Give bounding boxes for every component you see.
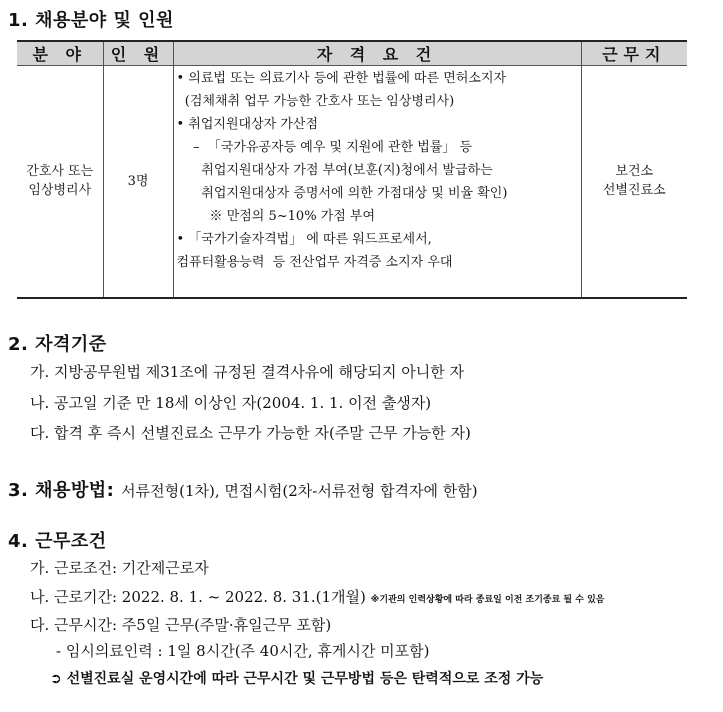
requirement-line: 취업지원대상자 가점 부여(보훈(지)청에서 발급하는	[176, 163, 493, 178]
section-3-title: 3. 채용방법:	[8, 480, 115, 501]
recruitment-table	[17, 40, 687, 299]
header-count: 인 원	[103, 41, 173, 66]
requirement-line: (검체채취 업무 가능한 간호사 또는 임상병리사)	[176, 94, 455, 109]
condition-item: 다. 근무시간: 주5일 근무(주말·휴일근무 포함)	[30, 616, 332, 634]
field-cell	[17, 66, 103, 298]
header-requirements: 자 격 요 건	[173, 41, 581, 66]
requirement-line: 취업지원대상자 증명서에 의한 가점대상 및 비율 확인)	[176, 186, 508, 201]
qualification-item: 가. 지방공무원법 제31조에 규정된 결격사유에 해당되지 아니한 자	[30, 363, 464, 381]
workplace-cell	[581, 66, 687, 298]
requirement-line: 컴퓨터활용능력 등 전산업무 자격증 소지자 우대	[176, 255, 453, 270]
count-value: 3명	[127, 173, 149, 189]
workplace-line-1: 보건소	[615, 164, 654, 180]
qualification-item: 다. 합격 후 즉시 선별진료소 근무가 가능한 자(주말 근무 가능한 자)	[30, 424, 471, 442]
count-cell	[103, 66, 173, 298]
requirement-line: • 취업지원대상자 가산점	[176, 117, 319, 132]
workplace-line-2: 선별진료소	[602, 183, 666, 199]
requirements-cell	[173, 66, 581, 298]
work-period-note: ※기관의 인력상황에 따라 종료일 이전 조기종료 될 수 있음	[370, 595, 605, 605]
table-header-row	[17, 41, 687, 66]
requirement-line: – 「국가유공자등 예우 및 지원에 관한 법률」 등	[176, 140, 473, 155]
table-row	[17, 66, 687, 298]
section-1-title: 1. 채용분야 및 인원	[8, 10, 174, 31]
section-2-title: 2. 자격기준	[8, 334, 107, 355]
selection-method: 서류전형(1차), 면접시험(2차-서류전형 합격자에 한함)	[121, 482, 478, 500]
section-4-title: 4. 근무조건	[8, 531, 107, 552]
header-workplace: 근무지	[581, 41, 687, 66]
work-period: 나. 근로기간: 2022. 8. 1. ~ 2022. 8. 31.(1개월)	[30, 588, 366, 606]
field-line-2: 임상병리사	[28, 183, 92, 199]
requirement-line: • 의료법 또는 의료기사 등에 관한 법률에 따른 면허소지자	[176, 71, 507, 86]
section-3	[8, 476, 478, 502]
flexible-hours-note: ➲ 선별진료실 운영시간에 따라 근무시간 및 근무방법 등은 탄력적으로 조정 가능	[50, 671, 544, 687]
qualification-item: 나. 공고일 기준 만 18세 이상인 자(2004. 1. 1. 이전 출생자)	[30, 394, 432, 412]
condition-item	[30, 586, 604, 607]
requirement-line: • 「국가기술자격법」 에 따른 워드프로세서,	[176, 232, 432, 247]
header-field: 분 야	[17, 41, 103, 66]
requirement-line: ※ 만점의 5~10% 가점 부여	[176, 209, 376, 224]
field-line-1: 간호사 또는	[26, 164, 94, 180]
condition-subitem: - 임시의료인력 : 1일 8시간(주 40시간, 휴게시간 미포함)	[56, 642, 430, 660]
condition-item: 가. 근로조건: 기간제근로자	[30, 559, 209, 577]
